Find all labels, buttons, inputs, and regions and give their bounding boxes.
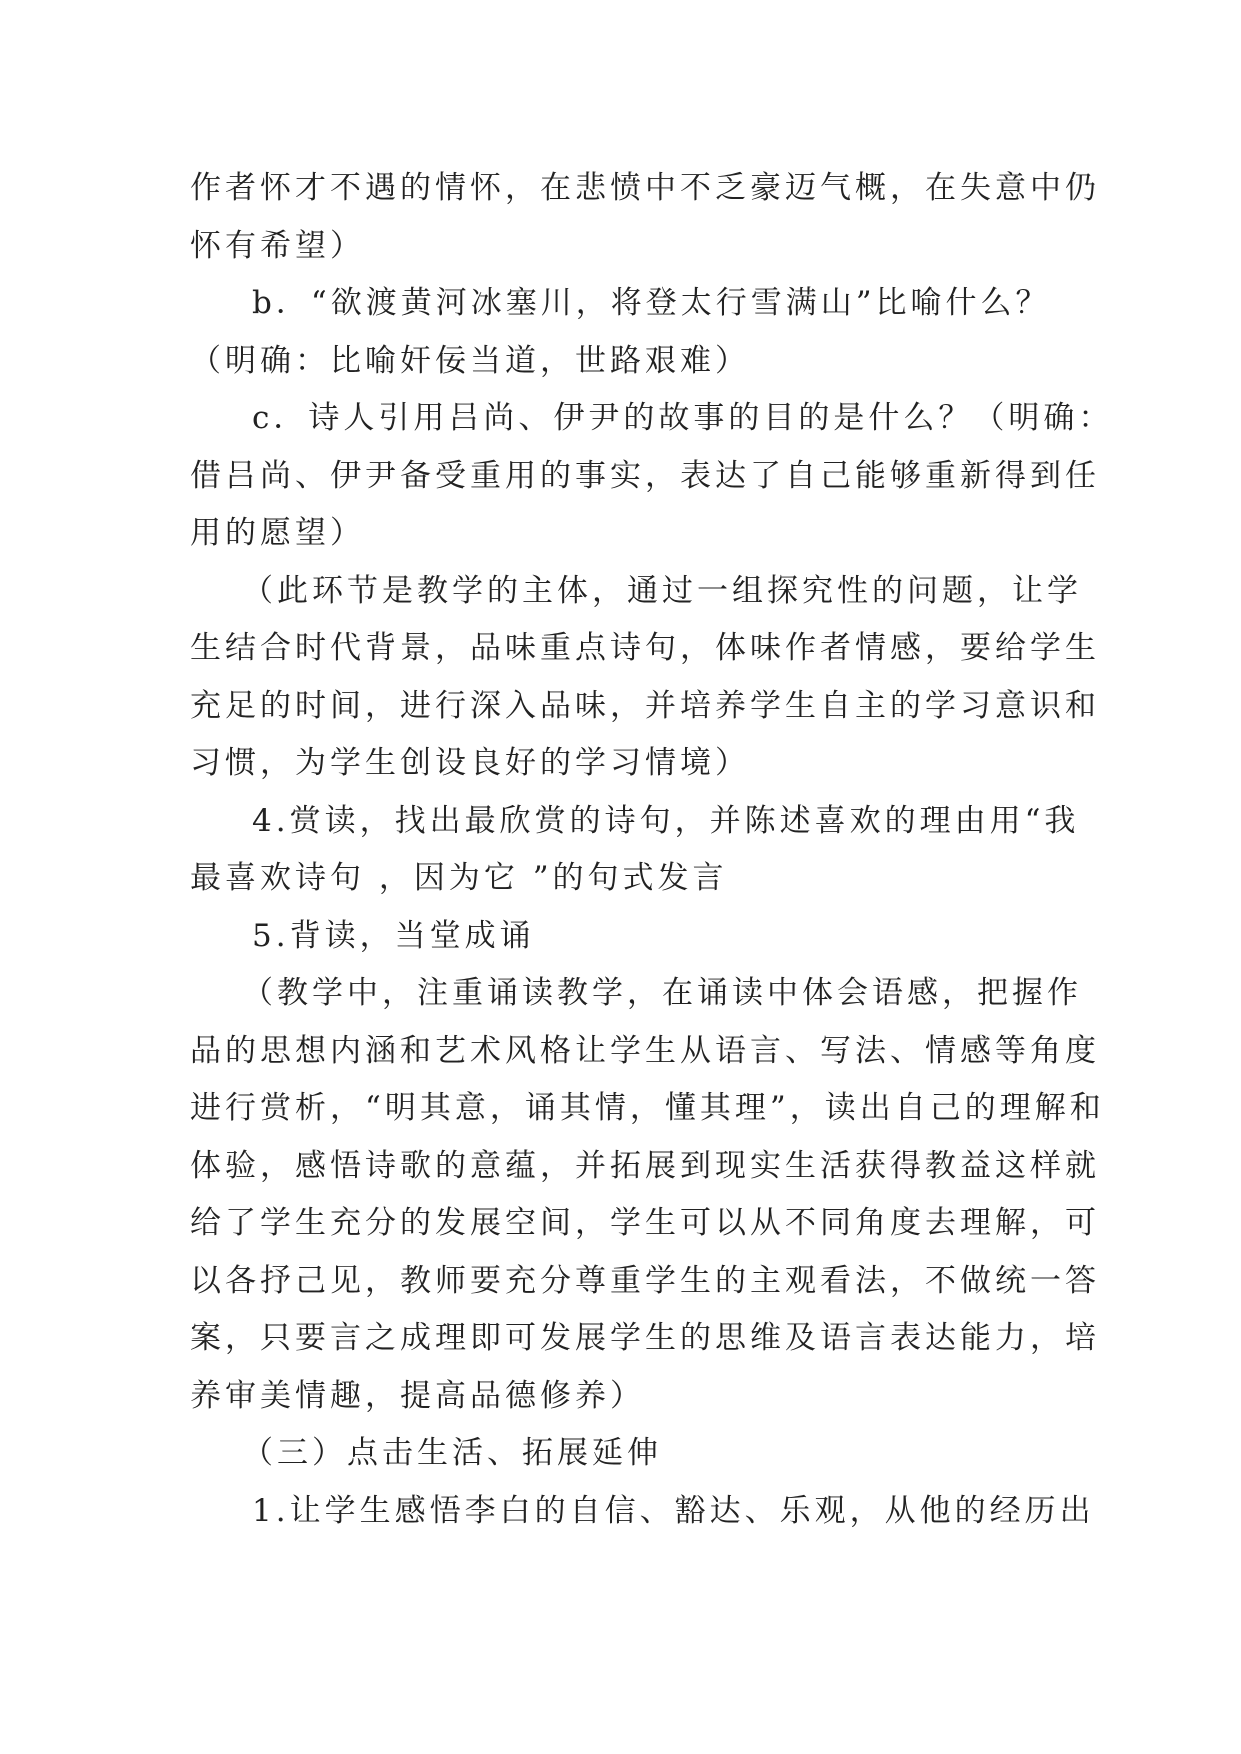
- text-line: 借吕尚、伊尹备受重用的事实，表达了自己能够重新得到任: [190, 457, 1100, 494]
- text-line: 体验，感悟诗歌的意蕴，并拓展到现实生活获得教益这样就: [190, 1147, 1100, 1184]
- text-line: 以各抒己见，教师要充分尊重学生的主观看法，不做统一答: [190, 1262, 1100, 1299]
- paragraph: [190, 1483, 1095, 1541]
- paragraph: [190, 908, 1056, 966]
- text-line: 作者怀才不遇的情怀，在悲愤中不乏豪迈气概，在失意中仍: [190, 170, 1100, 206]
- paragraph: [190, 965, 1105, 1425]
- text-line: 生结合时代背景，品味重点诗句，体味作者情感，要给学生: [190, 630, 1100, 666]
- text-line: 4.赏读，找出最欣赏的诗句，并陈述喜欢的理由用“我: [252, 802, 1080, 839]
- paragraph: [190, 793, 1080, 908]
- paragraph: [190, 563, 1100, 793]
- text-line: b．“欲渡黄河冰塞川，将登太行雪满山”比喻什么？: [252, 285, 1051, 321]
- text-line: （明确：比喻奸佞当道，世路艰难）: [190, 342, 750, 379]
- paragraph: [190, 1425, 1056, 1483]
- text-line: 案，只要言之成理即可发展学生的思维及语言表达能力，培: [190, 1320, 1100, 1356]
- text-line: 品的思想内涵和艺术风格让学生从语言、写法、情感等角度: [190, 1032, 1100, 1069]
- paragraph: [190, 275, 1056, 390]
- text-line: 给了学生充分的发展空间，学生可以从不同角度去理解，可: [190, 1205, 1100, 1241]
- text-line: （教学中，注重诵读教学，在诵读中体会语感，把握作: [242, 975, 1082, 1011]
- text-line: 怀有希望）: [190, 227, 365, 264]
- text-line: 5.背读，当堂成诵: [252, 917, 535, 954]
- text-line: （三）点击生活、拓展延伸: [242, 1435, 662, 1471]
- text-line: 进行赏析，“明其意，诵其情，懂其理”，读出自己的理解和: [190, 1090, 1105, 1126]
- text-line: 习惯，为学生创设良好的学习情境）: [190, 745, 750, 781]
- text-line: c．诗人引用吕尚、伊尹的故事的目的是什么？（明确：: [252, 400, 1114, 436]
- paragraph: [190, 390, 1114, 563]
- text-line: 1.让学生感悟李白的自信、豁达、乐观，从他的经历出: [252, 1492, 1095, 1529]
- text-line: 用的愿望）: [190, 515, 365, 551]
- text-line: （此环节是教学的主体，通过一组探究性的问题，让学: [242, 572, 1082, 609]
- document-body: [190, 160, 1114, 1540]
- text-line: 养审美情趣，提高品德修养）: [190, 1377, 645, 1414]
- paragraph: [190, 160, 1100, 275]
- text-line: 充足的时间，进行深入品味，并培养学生自主的学习意识和: [190, 687, 1100, 724]
- text-line: 最喜欢诗句 ，因为它 ”的句式发言: [190, 860, 728, 896]
